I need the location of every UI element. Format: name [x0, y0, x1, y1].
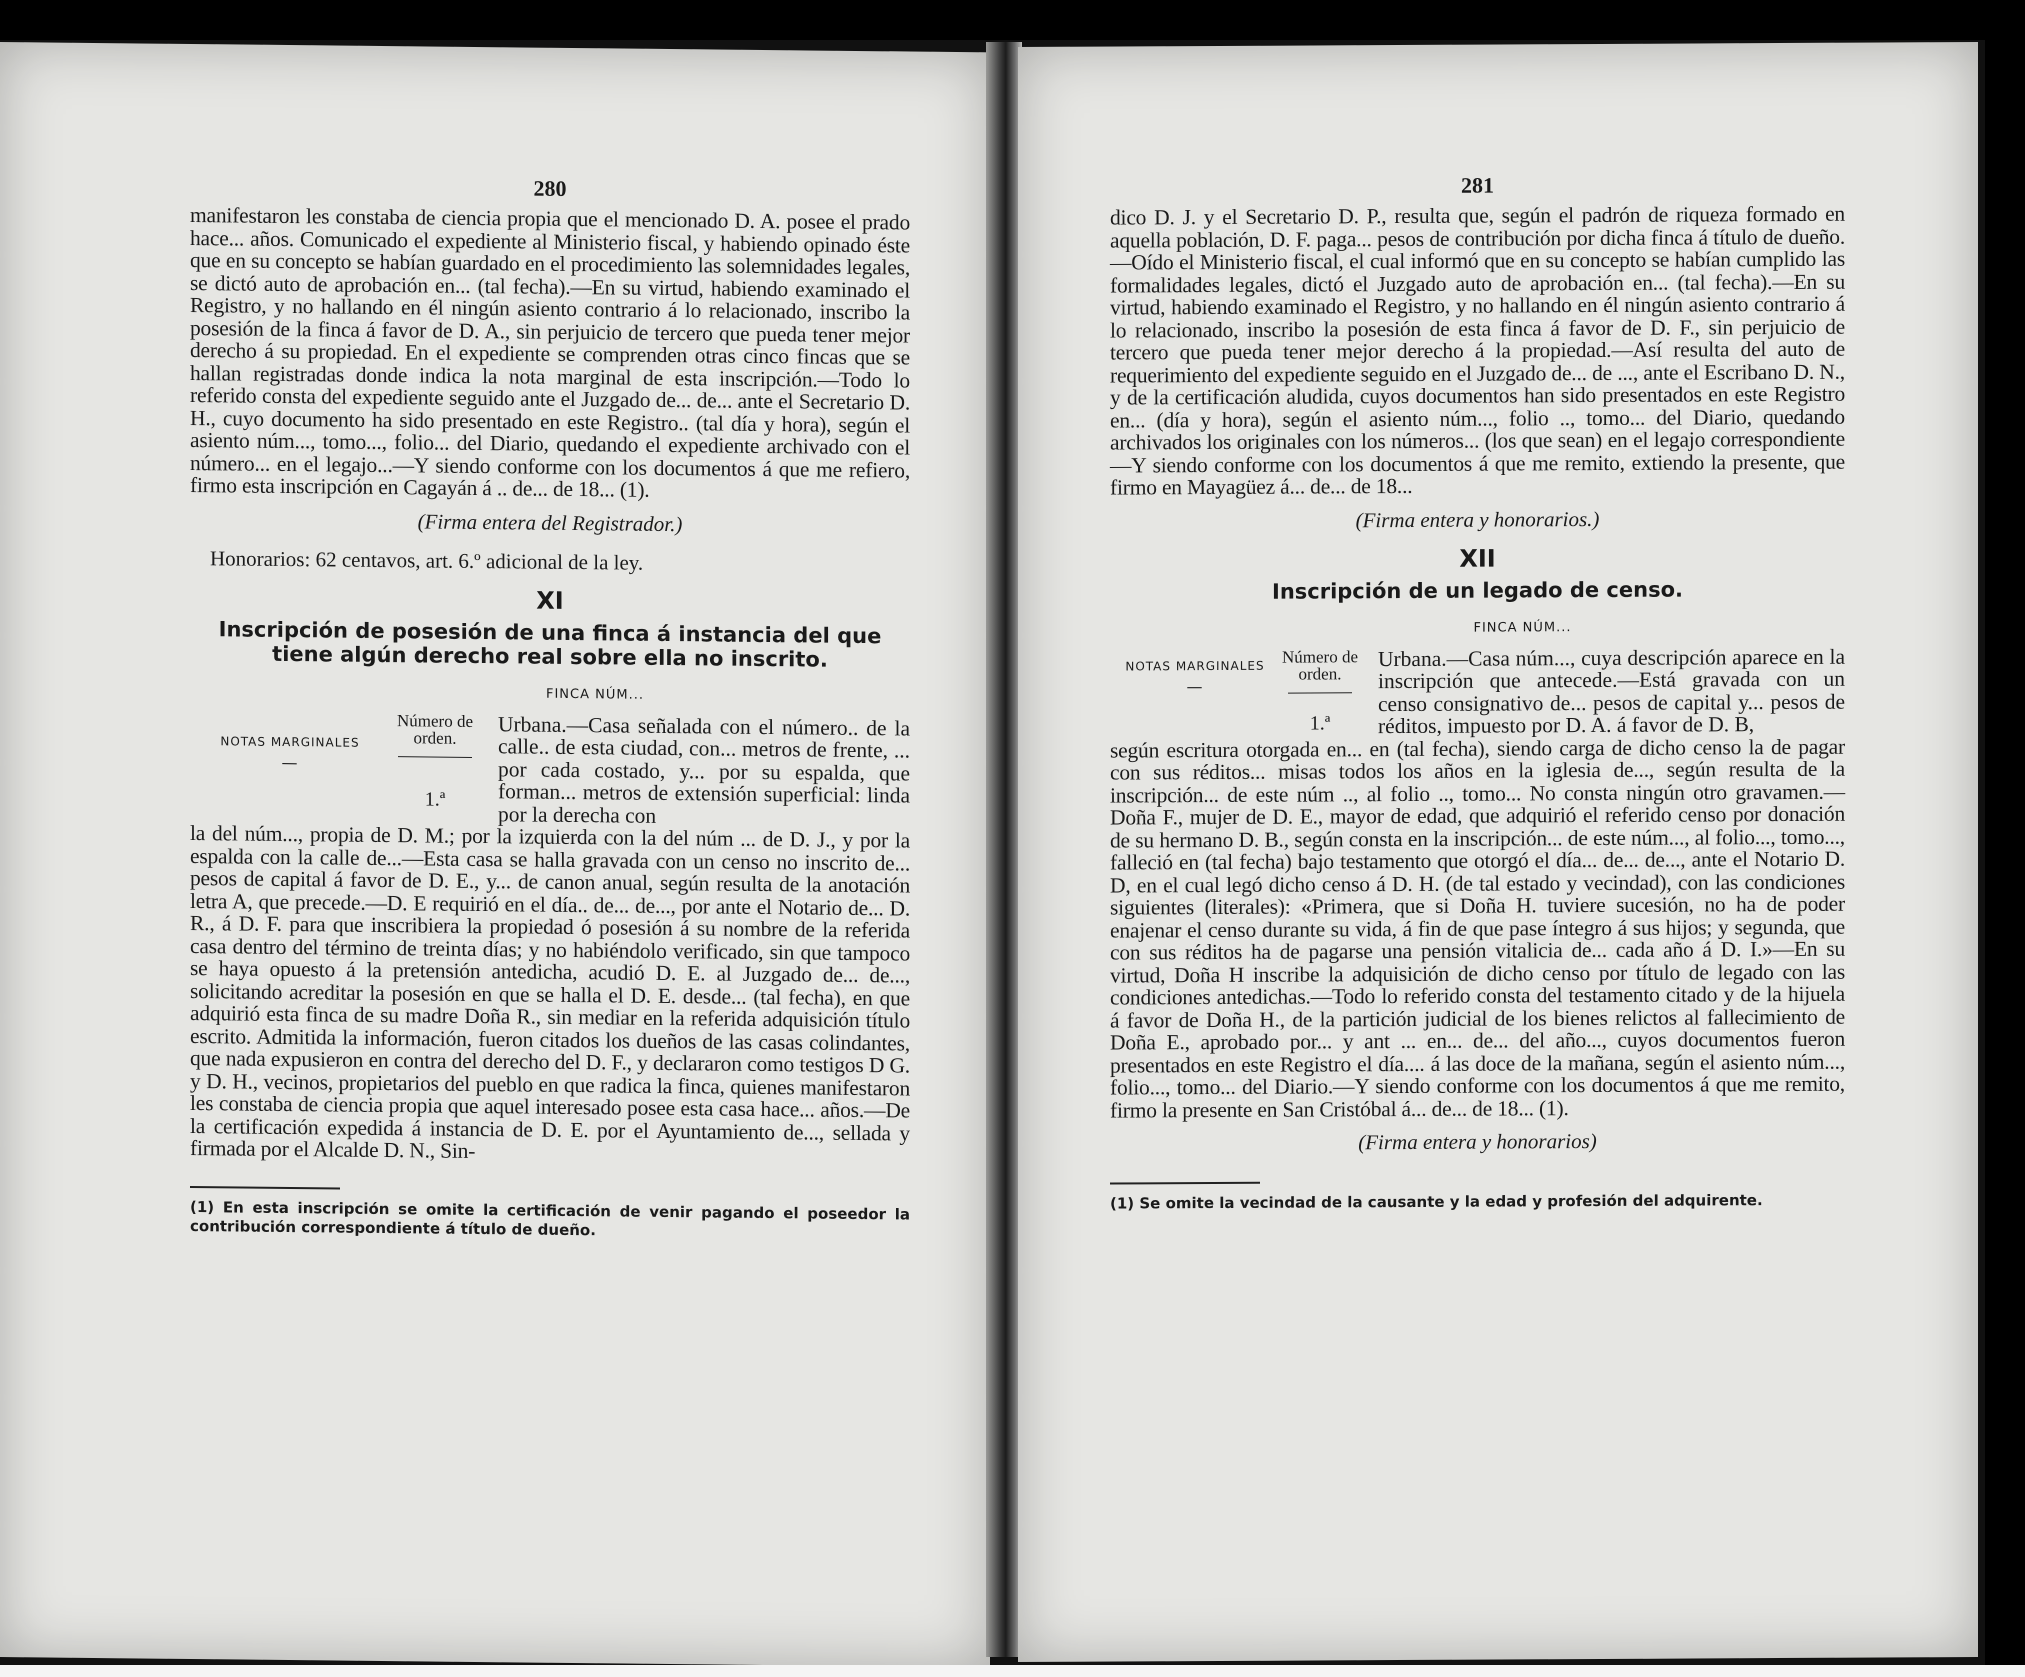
order-column: [1280, 648, 1360, 732]
finca-label: FINCA NÚM...: [546, 686, 644, 703]
notes-header: NOTAS MARGINALES: [1125, 658, 1265, 673]
footnote: (1) En esta inscripción se omite la certificación de venir pagando el poseedor la contribución correspondiente á título de dueño.: [190, 1197, 910, 1239]
signature-line: (Firma entera y honorarios): [1358, 1128, 1597, 1155]
footnote-rule: [1110, 1182, 1260, 1185]
section-title: Inscripción de posesión de una finca á instancia del que tiene algún derecho real sobre ella no inscrito.: [218, 616, 882, 672]
scan-bottom-border: [0, 1665, 2025, 1677]
notes-dash: —: [1186, 676, 1204, 696]
scan-right-border: [1985, 0, 2025, 1677]
footnote-rule: [190, 1185, 340, 1189]
signature-line: (Firma entera del Registrador.): [417, 508, 683, 536]
entry-text: Urbana.—Casa núm..., cuya descripción aparece en la inscripción que antecede.—Está gravada con un censo consignativo de... pesos de capital y... pesos de réditos, impuesto por D. A. á favor de D. B,: [1378, 644, 1845, 739]
section-number: XII: [1459, 544, 1496, 573]
left-page-content: [190, 172, 910, 1243]
notes-header: NOTAS MARGINALES: [220, 733, 360, 750]
notes-column: [190, 709, 390, 772]
right-page-content: [1110, 171, 1845, 1214]
registry-entry: [1110, 645, 1845, 739]
left-page: [0, 42, 990, 1667]
signature-line: (Firma entera y honorarios.): [1355, 506, 1600, 532]
scan-top-border: [0, 0, 2025, 40]
entry-text: Urbana.—Casa señalada con el número.. de la calle.. de esta ciudad, con... metros de frente, ... por cada costado, y... por su espalda, que forman... metros de extensión superficial: linda por la derecha con: [498, 711, 910, 828]
order-value: 1.ª: [424, 787, 446, 811]
page-number: 281: [1461, 172, 1494, 198]
order-column: [390, 712, 480, 809]
section-number: XI: [536, 586, 564, 615]
section-title: Inscripción de un legado de censo.: [1272, 577, 1683, 604]
paragraph: manifestaron les constaba de ciencia propia que el mencionado D. A. posee el prado hace... años. Comunicado el expediente al Ministerio fiscal, y habiendo opinado éste que en su concepto se habían guardado en el procedimiento las solemnidades legales, se dictó auto de aprobación en... (tal fecha).—En su virtud, habiendo examinado el Registro, y no hallando en él ningún asiento contrario á lo relacionado, inscribo la posesión de la finca á favor de D. A., sin perjuicio de tercero que pueda tener mejor derecho á su propiedad. En el expediente se comprenden otras cinco fincas que se hallan registradas donde indica la nota marginal de esta inscripción.—Todo lo referido consta del expediente seguido ante el Juzgado de... de... ante el Secretario D. H., cuyo documento ha sido presentado en este Registro.. (tal día y hora), según el asiento núm..., tomo..., folio... del Diario, quedando el expediente archivado con el número... en el legajo...—Y siendo conforme con los documentos á que me refiero, firmo esta inscripción en Cagayán á .. de... de 18... (1).: [190, 202, 910, 502]
page-number: 280: [533, 175, 567, 201]
order-value: 1.ª: [1309, 711, 1331, 734]
order-header: Número de orden.: [396, 710, 473, 748]
order-rule: [398, 756, 472, 758]
order-header: Número de orden.: [1281, 646, 1358, 684]
notes-dash: —: [281, 752, 299, 772]
paragraph: dico D. J. y el Secretario D. P., resulta que, según el padrón de riqueza formado en aquella población, D. F. paga... pesos de contribución por dicha finca á título de dueño.—Oído el Ministerio fiscal, el cual informó que en su concepto se habían cumplido las formalidades legales, dictó el Juzgado auto de aprobación en... (tal fecha).—En su virtud, habiendo examinado el Registro, y no hallando en él ningún asiento contrario á lo relacionado, inscribo la posesión de esta finca á favor de D. F., sin perjuicio de tercero que pueda tener mejor derecho á la propiedad.—Así resulta del auto de requerimiento del expediente seguido en el Juzgado de... de ..., ante el Escribano D. N., y de la certificación aludida, cuyos documentos han sido presentados en este Registro en... (día y hora), según el asiento núm..., folio .., tomo... del Diario, quedando archivados los originales con los números... (los que sean) en el legajo correspondiente —Y siendo conforme con los documentos á que me remito, extiendo la presente, que firmo en Mayagüez á... de... de 18...: [1110, 201, 1845, 500]
order-rule: [1288, 692, 1352, 693]
paragraph: según escritura otorgada en... en (tal fecha), siendo carga de dicho censo la de pagar con sus réditos... misas todos los años en la iglesia de..., según resulta de la inscripción... de este núm .., al folio .., tomo... No consta ningún otro gravamen.—Doña F., mujer de D. E., mayor de edad, que adquirió el referido censo por donación de su hermano D. B., según consta en la inscripción... de este núm..., al folio..., tomo..., falleció en (tal fecha) bajo testamento que otorgó el día... de... de..., ante el Notario D. D, en el cual legó dicho censo á D. H. (de tal estado y vecindad), con las condiciones siguientes (literales): «Primera, que si Doña H. tuviere sucesión, no ha de poder enajenar el censo durante su vida, á fin de que pase íntegro á sus hijos; y segunda, que con sus réditos ha de pagarse una pensión vitalicia de... cada año á D. I.»—En su virtud, Doña H inscribe la adquisición de dicho censo por título de legado con las condiciones antedichas.—Todo lo referido consta del testamento citado y de la hijuela á favor de Doña H., de la partición judicial de los bienes relictos al fallecimiento de Doña E., aprobado por... y ant ... en... de... del año..., cuyos documentos fueron presentados en este Registro el día.... á las doce de la mañana, según el asiento núm..., folio..., tomo... del Diario.—Y siendo conforme con los documentos á que me remito, firmo la presente en San Cristóbal á... de... de 18... (1).: [1110, 734, 1845, 1123]
fees-line: Honorarios: 62 centavos, art. 6.º adicional de la ley.: [210, 545, 644, 575]
finca-label: FINCA NÚM...: [1473, 619, 1572, 636]
paragraph: la del núm..., propia de D. M.; por la izquierda con la del núm ... de D. J., y por la espalda con la calle de...—Esta casa se halla gravada con un censo no inscrito de... pesos de capital á favor de D. E., y... de canon anual, según resulta de la anotación letra A, que precede.—D. E requirió en el día.. de... de..., por ante el Notario de... D. R., á D. F. para que inscribiera la propiedad ó posesión á su nombre de la referida casa dentro del término de treinta días; y no habiéndolo verificado, sin que tampoco se haya opuesto á la pretensión antedicha, acudió D. E. al Juzgado de... de..., solicitando acreditar la posesión en que se halla el D. E. desde... (tal fecha), en que adquirió esta finca de su madre Doña R., sin mediar en la referida adquisición título escrito. Admitida la información, fueron citados los dueños de las casas colindantes, que nada expusieron en contra del derecho del D. F., y declararon como testigos D G. y D. H., vecinos, propietarios del pueblo en que radica la finca, quienes manifestaron les constaba de ciencia propia que aquel interesado posee esta casa hace... años.—De la certificación expedida á instancia de D. E. por el Ayuntamiento de..., sellada y firmada por el Alcalde D. N., Sin-: [190, 820, 910, 1163]
notes-column: [1110, 648, 1280, 696]
book-gutter: [986, 42, 1022, 1657]
registry-entry: [190, 709, 910, 829]
footnote: (1) Se omite la vecindad de la causante y la edad y profesión del adquirente.: [1110, 1191, 1763, 1213]
right-page: [1018, 42, 1978, 1662]
